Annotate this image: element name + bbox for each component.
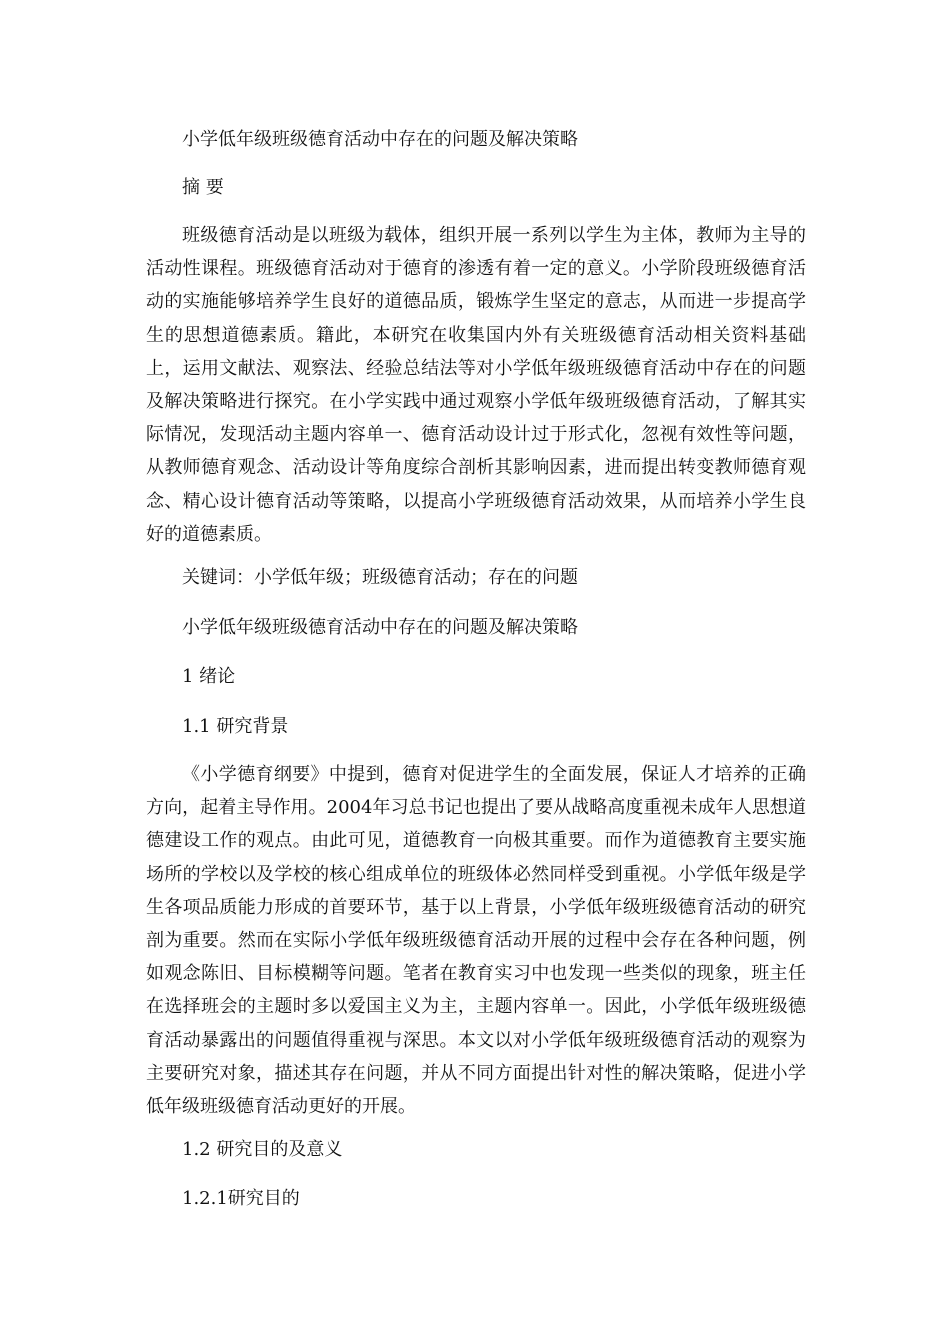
title-repeat: 小学低年级班级德育活动中存在的问题及解决策略 [182, 617, 578, 638]
section-heading-1-2-1: 1.2.1研究目的 [182, 1188, 300, 1209]
keywords-line: 关键词：小学低年级；班级德育活动；存在的问题 [182, 567, 578, 588]
background-paragraph: 《小学德育纲要》中提到，德育对促进学生的全面发展，保证人才培养的正确方向，起着主导作用。2004年习总书记也提出了要从战略高度重视未成年人思想道德建设工作的观点。由此可见，道德教育一向极其重要。而作为道德教育主要实施场所的学校以及学校的核心组成单位的班级体必然同样受到重视。小学低年级是学生各项品质能力形成的首要环节，基于以上背景，小学低年级班级德育活动的研究剖为重要。然而在实际小学低年级班级德育活动开展的过程中会存在各种问题，例如观念陈旧、目标模糊等问题。笔者在教育实习中也发现一些类似的现象，班主任在选择班会的主题时多以爱国主义为主，主题内容单一。因此，小学低年级班级德育活动暴露出的问题值得重视与深思。本文以对小学低年级班级德育活动的观察为主要研究对象，描述其存在问题，并从不同方面提出针对性的解决策略，促进小学低年级班级德育活动更好的开展。 [146, 764, 806, 1118]
abstract-paragraph: 班级德育活动是以班级为载体，组织开展一系列以学生为主体，教师为主导的活动性课程。班级德育活动对于德育的渗透有着一定的意义。小学阶段班级德育活动的实施能够培养学生良好的道德品质，锻炼学生坚定的意志，从而进一步提高学生的思想道德素质。籍此，本研究在收集国内外有关班级德育活动相关资料基础上，运用文献法、观察法、经验总结法等对小学低年级班级德育活动中存在的问题及解决策略进行探究。在小学实践中通过观察小学低年级班级德育活动，了解其实际情况，发现活动主题内容单一、德育活动设计过于形式化，忽视有效性等问题，从教师德育观念、活动设计等角度综合剖析其影响因素，进而提出转变教师德育观念、精心设计德育活动等策略，以提高小学班级德育活动效果，从而培养小学生良好的道德素质。 [146, 225, 806, 545]
abstract-heading: 摘 要 [182, 177, 224, 198]
document-title: 小学低年级班级德育活动中存在的问题及解决策略 [182, 129, 578, 150]
section-heading-1: 1 绪论 [182, 666, 236, 687]
section-heading-1-1: 1.1 研究背景 [182, 716, 289, 737]
section-heading-1-2: 1.2 研究目的及意义 [182, 1139, 343, 1160]
